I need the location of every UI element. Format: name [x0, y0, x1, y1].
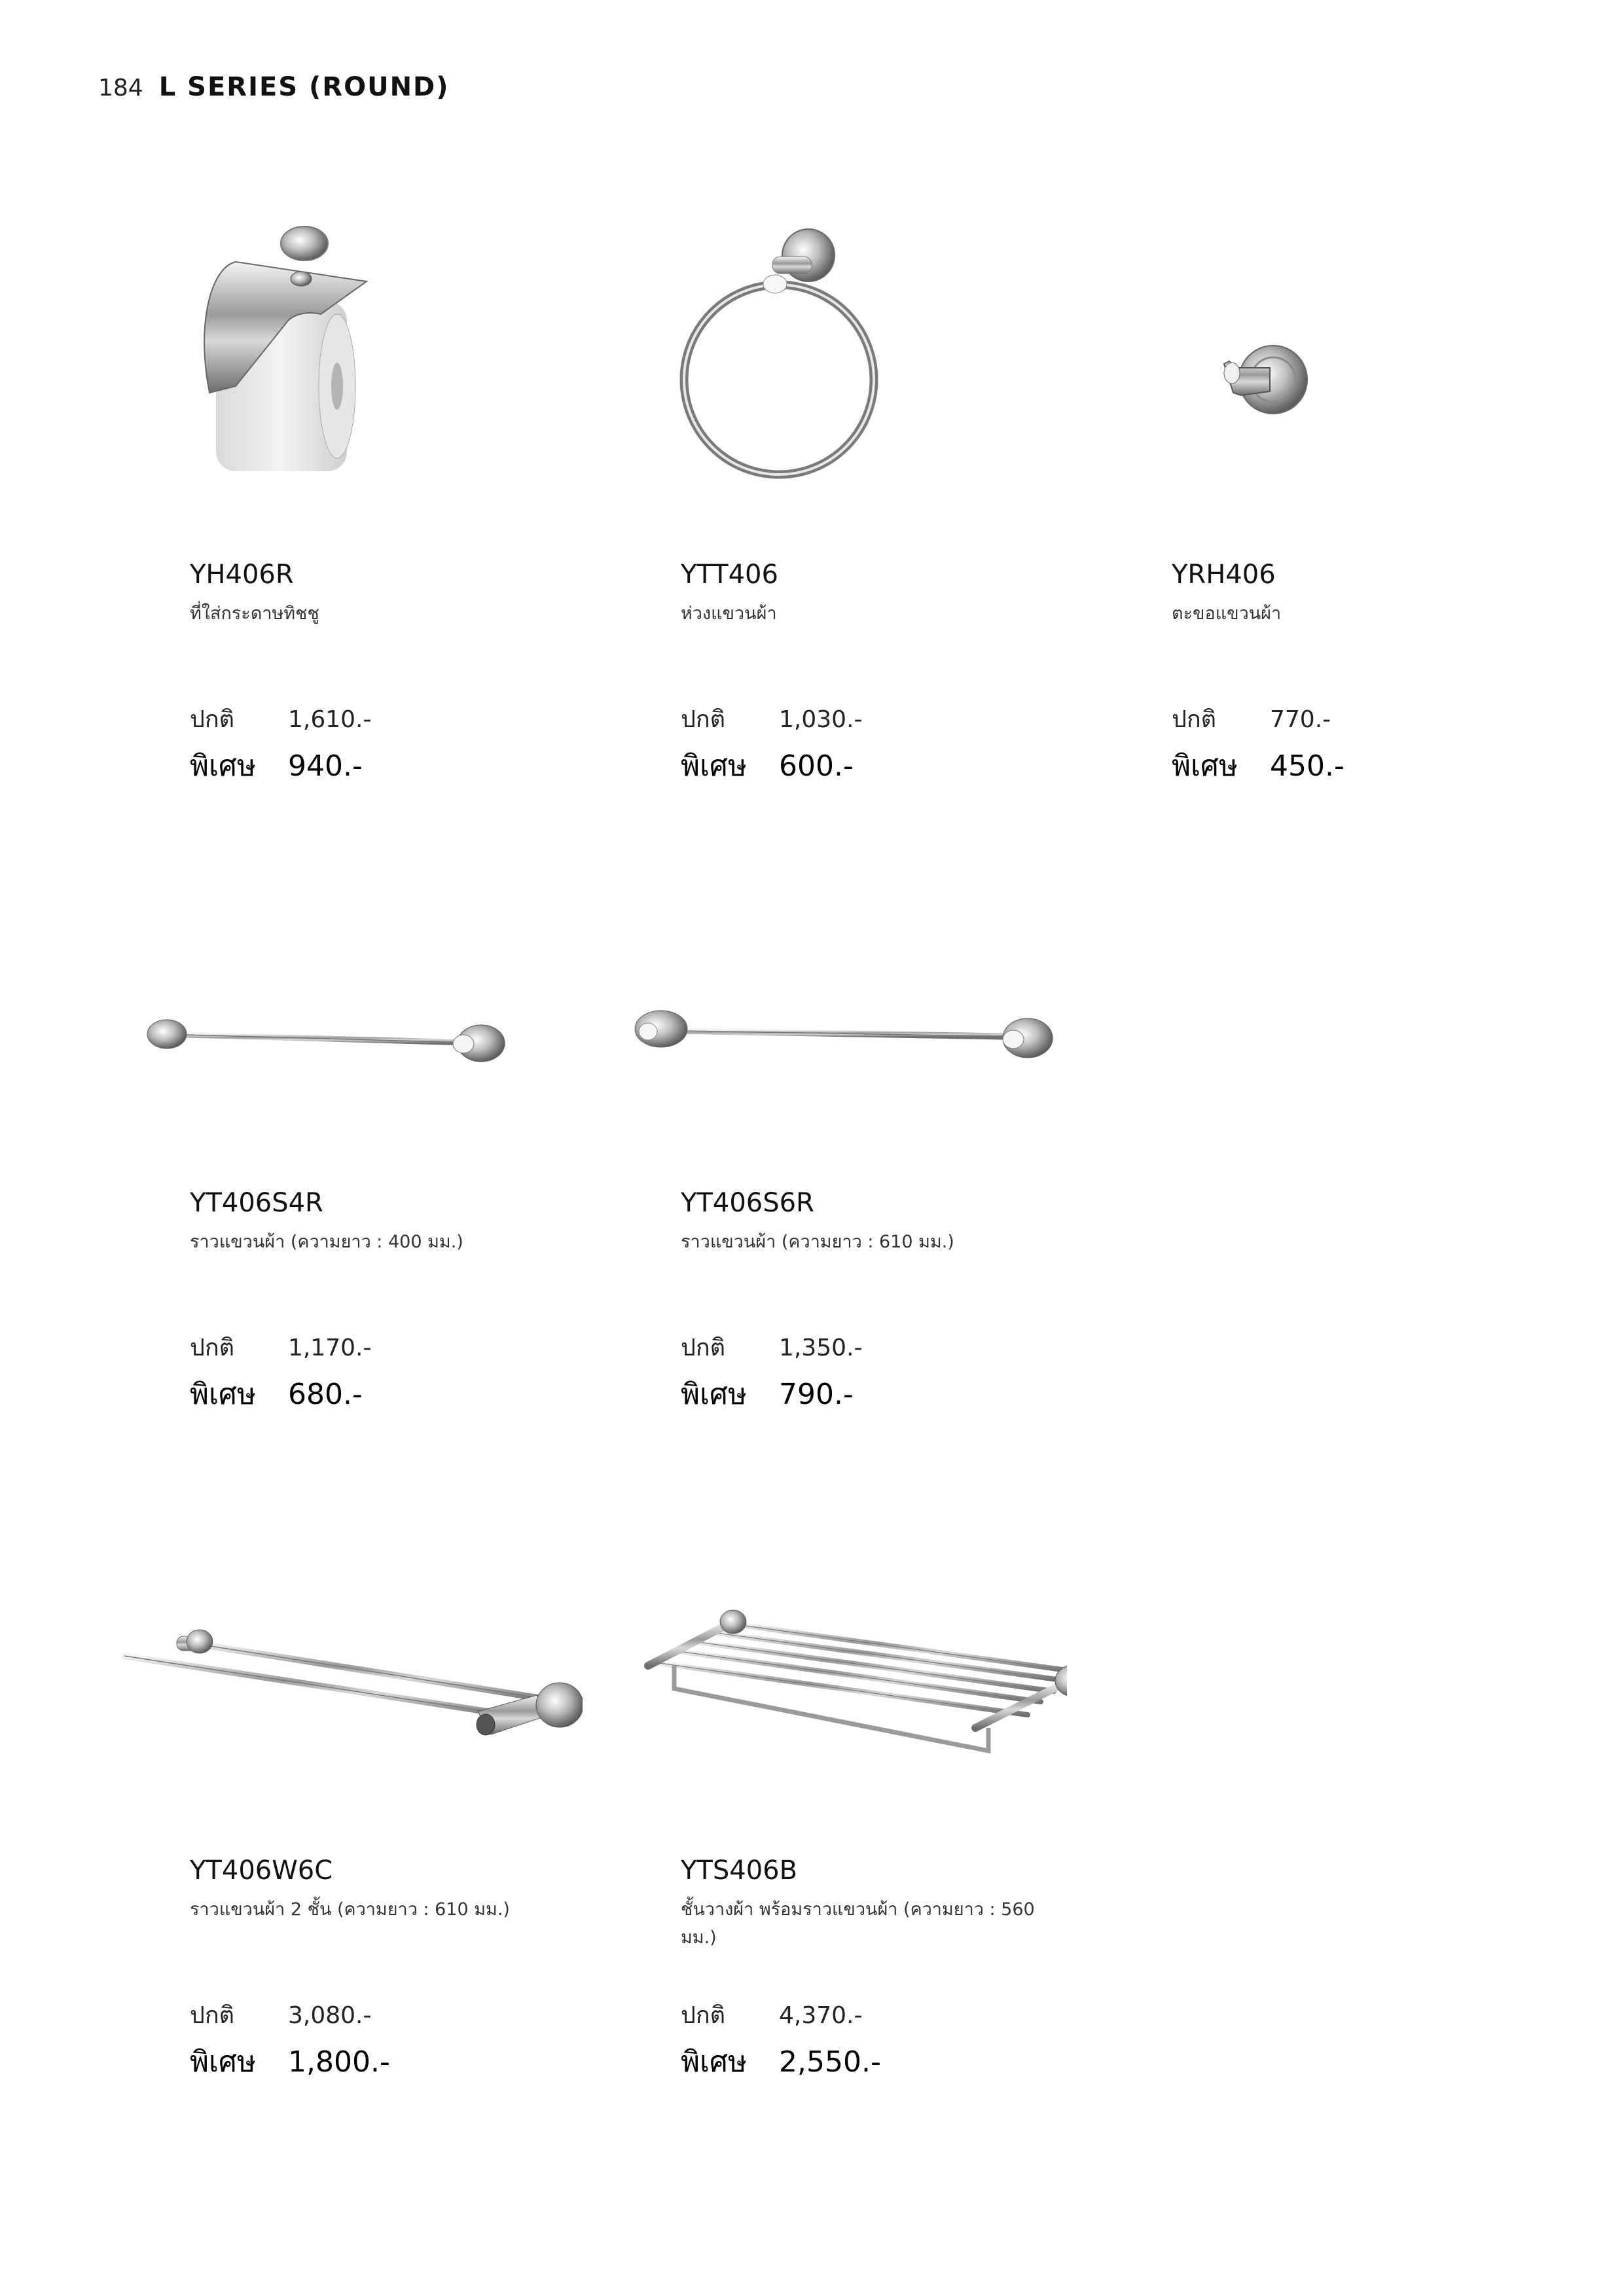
special-price: 600.- [779, 749, 854, 783]
special-price-row [190, 1371, 363, 1417]
regular-price-row [190, 1329, 372, 1366]
regular-price-label: ปกติ [681, 1335, 726, 1361]
product-card [98, 825, 556, 1453]
special-price-label: พิเศษ [681, 2045, 747, 2079]
special-price: 790.- [779, 1378, 854, 1411]
regular-price-row [1172, 700, 1331, 738]
regular-price-label: ปกติ [681, 2002, 726, 2029]
product-description: ชั้นวางผ้า พร้อมราวแขวนผ้า (ความยาว : 560 มม.) [681, 1899, 1035, 1948]
special-price-row [681, 1371, 854, 1417]
page-number: 184 [98, 75, 143, 101]
regular-price-label: ปกติ [190, 706, 235, 733]
product-image [98, 196, 596, 563]
product-card [589, 196, 1047, 825]
product-code: YRH406 [1172, 560, 1276, 590]
product-code: YTS406B [681, 1856, 798, 1886]
special-price: 1,800.- [288, 2045, 390, 2079]
toilet-paper-holder-icon [190, 216, 373, 478]
special-price-label: พิเศษ [190, 749, 256, 783]
special-price: 940.- [288, 749, 363, 783]
regular-price-label: ปกติ [681, 706, 726, 733]
product-image [98, 825, 596, 1191]
regular-price-row [681, 1329, 863, 1366]
towel-shelf-icon [635, 1604, 1067, 1800]
product-image [1080, 196, 1578, 563]
robe-hook-icon [1198, 327, 1329, 432]
special-price-row [190, 743, 363, 789]
regular-price: 1,030.- [779, 706, 863, 733]
product-card [589, 1492, 1047, 2121]
special-price-label: พิเศษ [190, 1378, 256, 1411]
product-code: YTT406 [681, 560, 778, 590]
special-price-row [681, 743, 854, 789]
regular-price-row [190, 700, 372, 738]
product-image [98, 1492, 596, 1859]
page-header [98, 72, 450, 102]
regular-price: 1,350.- [779, 1335, 863, 1361]
product-card [1080, 196, 1538, 825]
regular-price: 1,610.- [288, 706, 372, 733]
special-price: 680.- [288, 1378, 363, 1411]
special-price-row [190, 2039, 390, 2085]
regular-price-row [190, 1996, 372, 2034]
product-description: ห่วงแขวนผ้า [681, 603, 777, 624]
regular-price: 4,370.- [779, 2002, 863, 2029]
regular-price-label: ปกติ [190, 1335, 235, 1361]
double-towel-bar-icon [111, 1617, 583, 1767]
product-code: YT406S6R [681, 1188, 814, 1218]
regular-price-row [681, 700, 863, 738]
product-code: YT406S4R [190, 1188, 323, 1218]
special-price-label: พิเศษ [681, 749, 747, 783]
special-price: 450.- [1270, 749, 1344, 783]
regular-price-label: ปกติ [1172, 706, 1217, 733]
product-code: YH406R [190, 560, 294, 590]
special-price-label: พิเศษ [190, 2045, 256, 2079]
product-image [589, 1492, 1087, 1859]
product-description: ราวแขวนผ้า 2 ชั้น (ความยาว : 610 มม.) [190, 1899, 510, 1920]
product-description: ราวแขวนผ้า (ความยาว : 400 มม.) [190, 1232, 463, 1252]
special-price-row [681, 2039, 881, 2085]
product-image [589, 196, 1087, 563]
product-image [589, 825, 1087, 1191]
product-description: ราวแขวนผ้า (ความยาว : 610 มม.) [681, 1232, 954, 1252]
towel-bar-icon [137, 1014, 530, 1067]
product-description: ตะขอแขวนผ้า [1172, 603, 1282, 624]
regular-price-label: ปกติ [190, 2002, 235, 2029]
product-card [98, 196, 556, 825]
regular-price-row [681, 1996, 863, 2034]
product-card [589, 825, 1047, 1453]
regular-price: 770.- [1270, 706, 1331, 733]
series-title: L SERIES (ROUND) [158, 72, 450, 102]
towel-ring-icon [668, 216, 890, 491]
regular-price: 3,080.- [288, 2002, 372, 2029]
product-card [98, 1492, 556, 2121]
regular-price: 1,170.- [288, 1335, 372, 1361]
product-code: YT406W6C [190, 1856, 333, 1886]
special-price-label: พิเศษ [1172, 749, 1238, 783]
special-price: 2,550.- [779, 2045, 881, 2079]
towel-bar-icon [622, 1008, 1054, 1067]
product-description: ที่ใส่กระดาษทิชชู [190, 603, 319, 624]
special-price-row [1172, 743, 1344, 789]
special-price-label: พิเศษ [681, 1378, 747, 1411]
